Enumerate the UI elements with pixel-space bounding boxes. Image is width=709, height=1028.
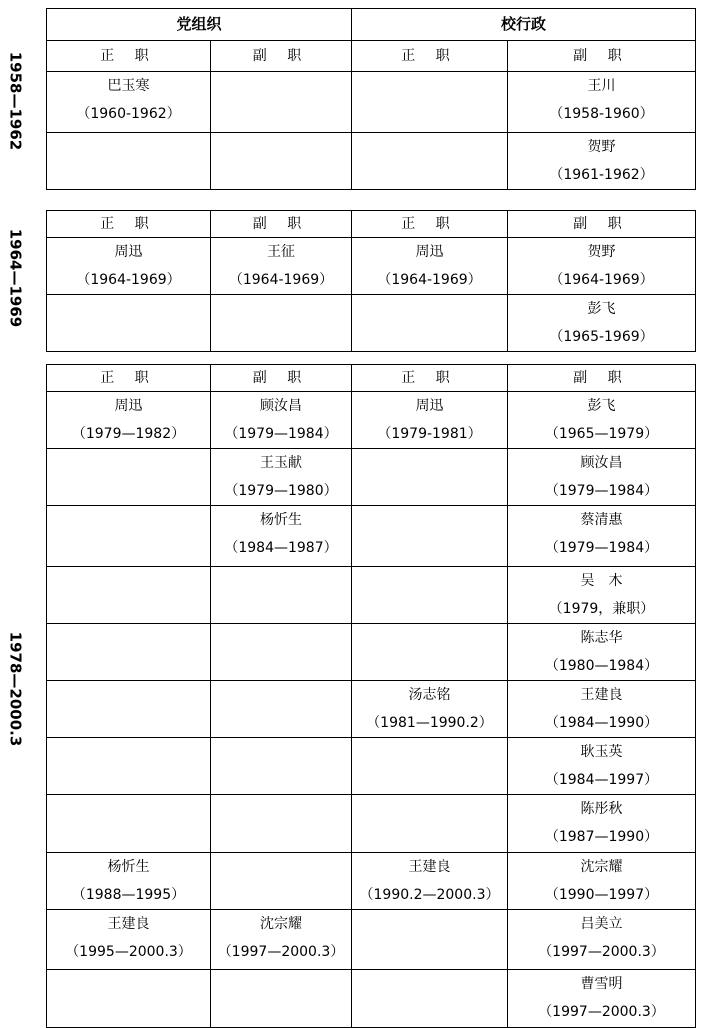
person-name: 杨忻生 (107, 859, 150, 875)
table-row (47, 392, 696, 449)
person-name: 巴玉寒 (107, 78, 150, 94)
chief-position-header: 正 职 (47, 41, 211, 72)
table-cell (352, 567, 508, 624)
term-years: （1984—1997） (544, 772, 659, 788)
table-cell (47, 392, 211, 449)
term-years: （1979—1984） (224, 426, 338, 442)
table-cell (211, 970, 352, 1028)
person-name: 王建良 (107, 916, 150, 932)
table-row (47, 910, 696, 970)
table-cell (352, 133, 508, 190)
school-administration-header: 校行政 (352, 9, 696, 41)
person-name: 贺野 (587, 244, 616, 260)
person-name: 顾汝昌 (580, 455, 623, 471)
term-years: （1984—1990） (544, 715, 659, 731)
term-years: （1958-1960） (549, 106, 654, 122)
party-organization-header: 党组织 (47, 9, 352, 41)
period-label-text: 1978—2000.3 (6, 631, 25, 747)
term-years: （1965—1979） (544, 426, 659, 442)
table-cell (352, 506, 508, 567)
table-cell (47, 72, 211, 133)
person-name: 王建良 (408, 859, 451, 875)
term-years: （1987—1990） (544, 829, 659, 845)
table-cell (211, 681, 352, 738)
person-name: 陈彤秋 (580, 801, 623, 817)
table-cell (352, 910, 508, 970)
person-name: 耿玉英 (580, 744, 623, 760)
table-cell (211, 853, 352, 910)
table-row (47, 795, 696, 853)
person-name: 王川 (587, 78, 616, 94)
term-years: （1979—1980） (224, 483, 338, 499)
table-cell (508, 449, 696, 506)
table-cell (508, 970, 696, 1028)
table-cell (352, 72, 508, 133)
term-years: （1964-1969） (228, 272, 334, 288)
term-years: （1997—2000.3） (217, 944, 345, 960)
term-years: （1979，兼职） (548, 601, 655, 617)
table-cell (47, 295, 211, 352)
table-cell (211, 72, 352, 133)
org-header-row (47, 9, 696, 41)
table-cell (508, 238, 696, 295)
table-cell (211, 624, 352, 681)
table-cell (47, 133, 211, 190)
person-name: 彭飞 (587, 301, 616, 317)
person-name: 王征 (267, 244, 295, 260)
person-name: 周迅 (415, 398, 444, 414)
deputy-position-header: 副 职 (211, 365, 352, 392)
deputy-position-header: 副 职 (211, 41, 352, 72)
table-cell (508, 72, 696, 133)
table-cell (508, 295, 696, 352)
person-name: 吴 木 (580, 573, 623, 589)
term-years: （1990—1997） (544, 887, 659, 903)
period-label-text: 1958—1962 (6, 51, 24, 151)
chief-position-header: 正 职 (352, 41, 508, 72)
term-years: （1980—1984） (544, 658, 659, 674)
table-cell (211, 795, 352, 853)
table-cell (47, 449, 211, 506)
table-row (47, 72, 696, 133)
table-row (47, 506, 696, 567)
table-cell (47, 910, 211, 970)
roster-table (46, 210, 696, 352)
person-name: 周迅 (114, 244, 143, 260)
table-cell (352, 738, 508, 795)
term-years: （1988—1995） (71, 887, 186, 903)
position-header-row (47, 41, 696, 72)
table-cell (508, 853, 696, 910)
term-years: （1981—1990.2） (366, 715, 493, 731)
chief-position-header: 正 职 (47, 365, 211, 392)
table-cell (211, 449, 352, 506)
person-name: 吕美立 (580, 916, 623, 932)
table-cell (47, 681, 211, 738)
table-cell (352, 970, 508, 1028)
table-row (47, 624, 696, 681)
term-years: （1964-1969） (76, 272, 181, 288)
table-cell (352, 681, 508, 738)
person-name: 陈志华 (580, 630, 623, 646)
table-cell (508, 738, 696, 795)
table-row (47, 295, 696, 352)
deputy-position-header: 副 职 (508, 211, 696, 238)
table-cell (352, 853, 508, 910)
term-years: （1990.2—2000.3） (359, 887, 500, 903)
table-cell (47, 853, 211, 910)
term-years: （1997—2000.3） (538, 944, 665, 960)
person-name: 王玉献 (260, 455, 302, 471)
term-years: （1965-1969） (549, 329, 654, 345)
table-cell (508, 795, 696, 853)
table-cell (352, 449, 508, 506)
deputy-position-header: 副 职 (211, 211, 352, 238)
table-cell (47, 567, 211, 624)
term-years: （1960-1962） (76, 106, 181, 122)
table-cell (508, 910, 696, 970)
table-cell (508, 133, 696, 190)
roster-table (46, 364, 696, 1028)
table-cell (47, 506, 211, 567)
person-name: 沈宗耀 (260, 916, 302, 932)
person-name: 王建良 (580, 687, 623, 703)
table-cell (47, 624, 211, 681)
table-cell (508, 624, 696, 681)
term-years: （1979—1984） (544, 540, 659, 556)
table-cell (211, 295, 352, 352)
table-cell (211, 567, 352, 624)
table-cell (211, 506, 352, 567)
table-row (47, 970, 696, 1028)
table-cell (47, 795, 211, 853)
period-label (0, 364, 30, 1014)
table-cell (352, 624, 508, 681)
person-name: 沈宗耀 (580, 859, 623, 875)
table-row (47, 238, 696, 295)
table-row (47, 133, 696, 190)
table-row (47, 738, 696, 795)
person-name: 曹雪明 (580, 976, 623, 992)
period-label (0, 40, 30, 162)
person-name: 周迅 (415, 244, 444, 260)
period-label-text: 1964—1969 (6, 228, 24, 327)
deputy-position-header: 副 职 (508, 365, 696, 392)
term-years: （1979-1981） (377, 426, 482, 442)
roster-block-2 (46, 210, 696, 352)
deputy-position-header: 副 职 (508, 41, 696, 72)
roster-table (46, 8, 696, 190)
term-years: （1979—1984） (544, 483, 659, 499)
table-cell (47, 738, 211, 795)
table-cell (211, 133, 352, 190)
table-cell (211, 238, 352, 295)
table-cell (211, 392, 352, 449)
term-years: （1995—2000.3） (65, 944, 192, 960)
table-row (47, 567, 696, 624)
table-row (47, 449, 696, 506)
position-header-row (47, 211, 696, 238)
person-name: 汤志铭 (408, 687, 451, 703)
person-name: 顾汝昌 (260, 398, 302, 414)
table-cell (508, 567, 696, 624)
table-cell (508, 681, 696, 738)
term-years: （1979—1982） (71, 426, 186, 442)
table-cell (352, 295, 508, 352)
table-cell (211, 738, 352, 795)
roster-block-1 (46, 8, 696, 190)
term-years: （1984—1987） (224, 540, 338, 556)
table-cell (508, 506, 696, 567)
chief-position-header: 正 职 (352, 365, 508, 392)
table-cell (352, 795, 508, 853)
period-label (0, 210, 30, 345)
term-years: （1961-1962） (549, 167, 654, 183)
person-name: 周迅 (114, 398, 143, 414)
person-name: 贺野 (587, 139, 616, 155)
table-cell (352, 392, 508, 449)
roster-block-3 (46, 364, 696, 1028)
term-years: （1964-1969） (377, 272, 482, 288)
term-years: （1997—2000.3） (538, 1004, 665, 1020)
person-name: 杨忻生 (260, 512, 302, 528)
position-header-row (47, 365, 696, 392)
person-name: 彭飞 (587, 398, 616, 414)
table-cell (211, 910, 352, 970)
chief-position-header: 正 职 (352, 211, 508, 238)
table-cell (47, 970, 211, 1028)
term-years: （1964-1969） (549, 272, 654, 288)
person-name: 蔡清惠 (580, 512, 623, 528)
table-cell (47, 238, 211, 295)
chief-position-header: 正 职 (47, 211, 211, 238)
table-row (47, 853, 696, 910)
table-cell (352, 238, 508, 295)
table-row (47, 681, 696, 738)
table-cell (508, 392, 696, 449)
